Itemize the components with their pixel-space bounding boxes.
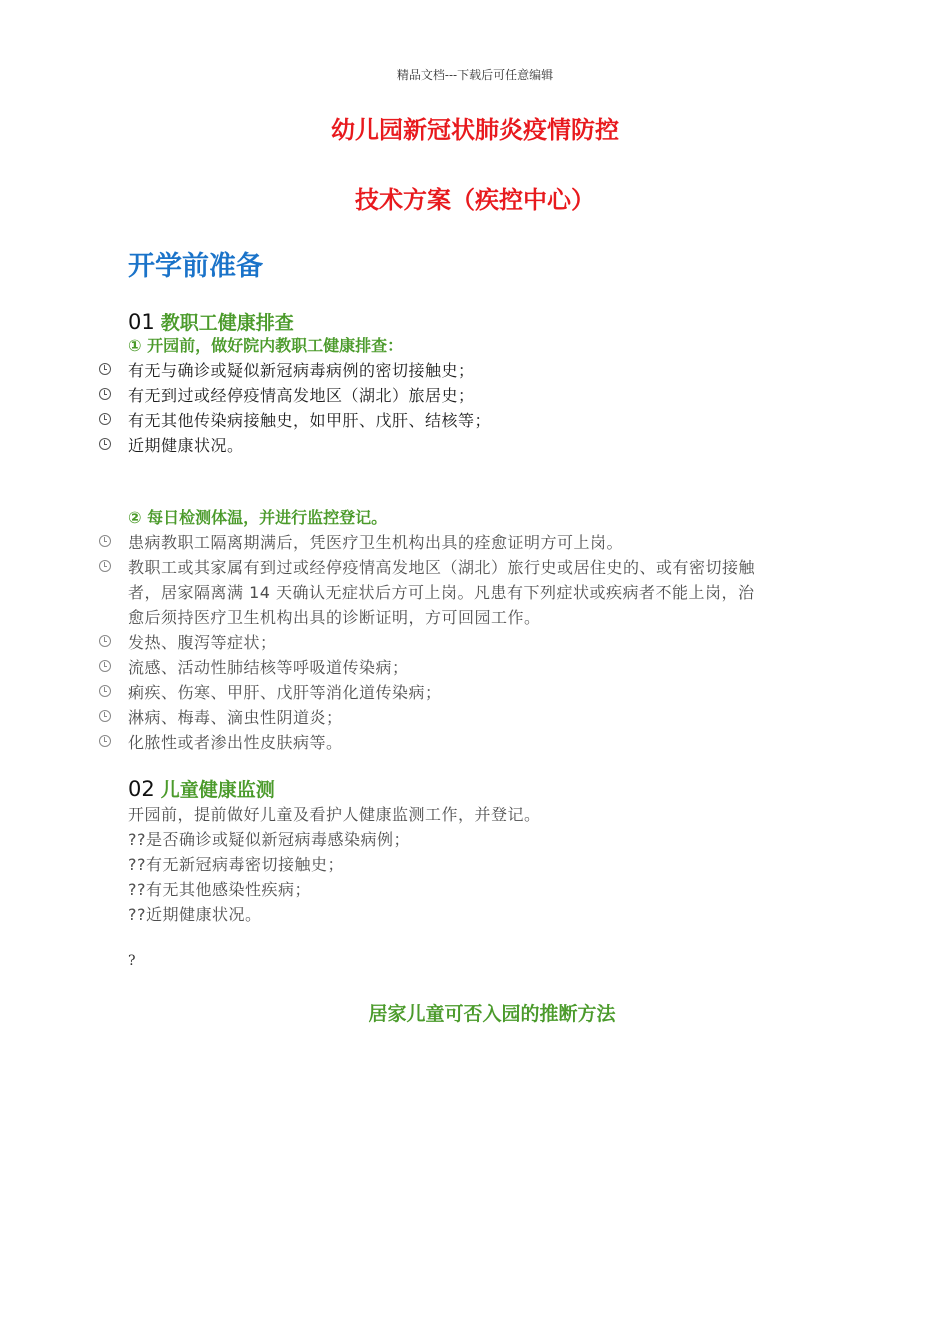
- point-2-item: 流感、活动性肺结核等呼吸道传染病；: [128, 658, 409, 677]
- point-1-item: 近期健康状况。: [128, 436, 244, 455]
- part-02-line: ??是否确诊或疑似新冠病毒感染病例；: [128, 830, 410, 849]
- point-2-item-continued: 愈后须持医疗卫生机构出具的诊断证明，方可回园工作。: [128, 608, 541, 627]
- point-2-heading: ② 每日检测体温，并进行监控登记。: [128, 508, 388, 527]
- clock-icon: [99, 660, 111, 672]
- clock-icon: [99, 735, 111, 747]
- part-02-line: ??有无新冠病毒密切接触史；: [128, 855, 344, 874]
- part-02-heading: [128, 775, 275, 802]
- stray-mark: ?: [128, 953, 136, 969]
- clock-icon: [99, 560, 111, 572]
- part-01-heading: [128, 308, 294, 335]
- point-1-item: 有无与确诊或疑似新冠病毒病例的密切接触史；: [128, 361, 475, 380]
- part-02-line: 开园前，提前做好儿童及看护人健康监测工作，并登记。: [128, 805, 541, 824]
- part-02-title: 儿童健康监测: [160, 779, 275, 801]
- clock-icon: [99, 685, 111, 697]
- clock-icon: [99, 363, 111, 375]
- part-02-line: ??近期健康状况。: [128, 905, 262, 924]
- clock-icon: [99, 710, 111, 722]
- clock-icon: [99, 388, 111, 400]
- point-1-item: 有无到过或经停疫情高发地区（湖北）旅居史；: [128, 386, 475, 405]
- header-note: 精品文档---下载后可任意编辑: [396, 68, 554, 82]
- document-title-line-1: 幼儿园新冠状肺炎疫情防控: [331, 116, 619, 144]
- point-2-item: 淋病、梅毒、滴虫性阴道炎；: [128, 708, 343, 727]
- part-02-line: ??有无其他感染性疾病；: [128, 880, 311, 899]
- point-2-item: 痢疾、伤寒、甲肝、戊肝等消化道传染病；: [128, 683, 442, 702]
- point-1-heading: ① 开园前，做好院内教职工健康排查：: [128, 336, 404, 355]
- document-title-line-2: 技术方案（疾控中心）: [355, 186, 595, 214]
- point-2-item: 教职工或其家属有到过或经停疫情高发地区（湖北）旅行史或居住史的、或有密切接触: [128, 558, 756, 577]
- point-2-item-continued: 者，居家隔离满 14 天确认无症状后方可上岗。凡患有下列症状或疾病者不能上岗，治: [128, 583, 755, 602]
- point-1-item: 有无其他传染病接触史，如甲肝、戊肝、结核等；: [128, 411, 492, 430]
- part-01-title: 教职工健康排查: [160, 312, 294, 334]
- clock-icon: [99, 635, 111, 647]
- part-02-number: 02: [128, 777, 155, 801]
- clock-icon: [99, 413, 111, 425]
- point-2-item: 患病教职工隔离期满后，凭医疗卫生机构出具的痊愈证明方可上岗。: [128, 533, 624, 552]
- clock-icon: [99, 535, 111, 547]
- part-01-number: 01: [128, 310, 155, 334]
- section-heading: 开学前准备: [128, 251, 263, 282]
- point-2-item: 化脓性或者渗出性皮肤病等。: [128, 733, 343, 752]
- clock-icon: [99, 438, 111, 450]
- point-2-item: 发热、腹泻等症状；: [128, 633, 277, 652]
- closing-heading: 居家儿童可否入园的推断方法: [368, 1003, 616, 1025]
